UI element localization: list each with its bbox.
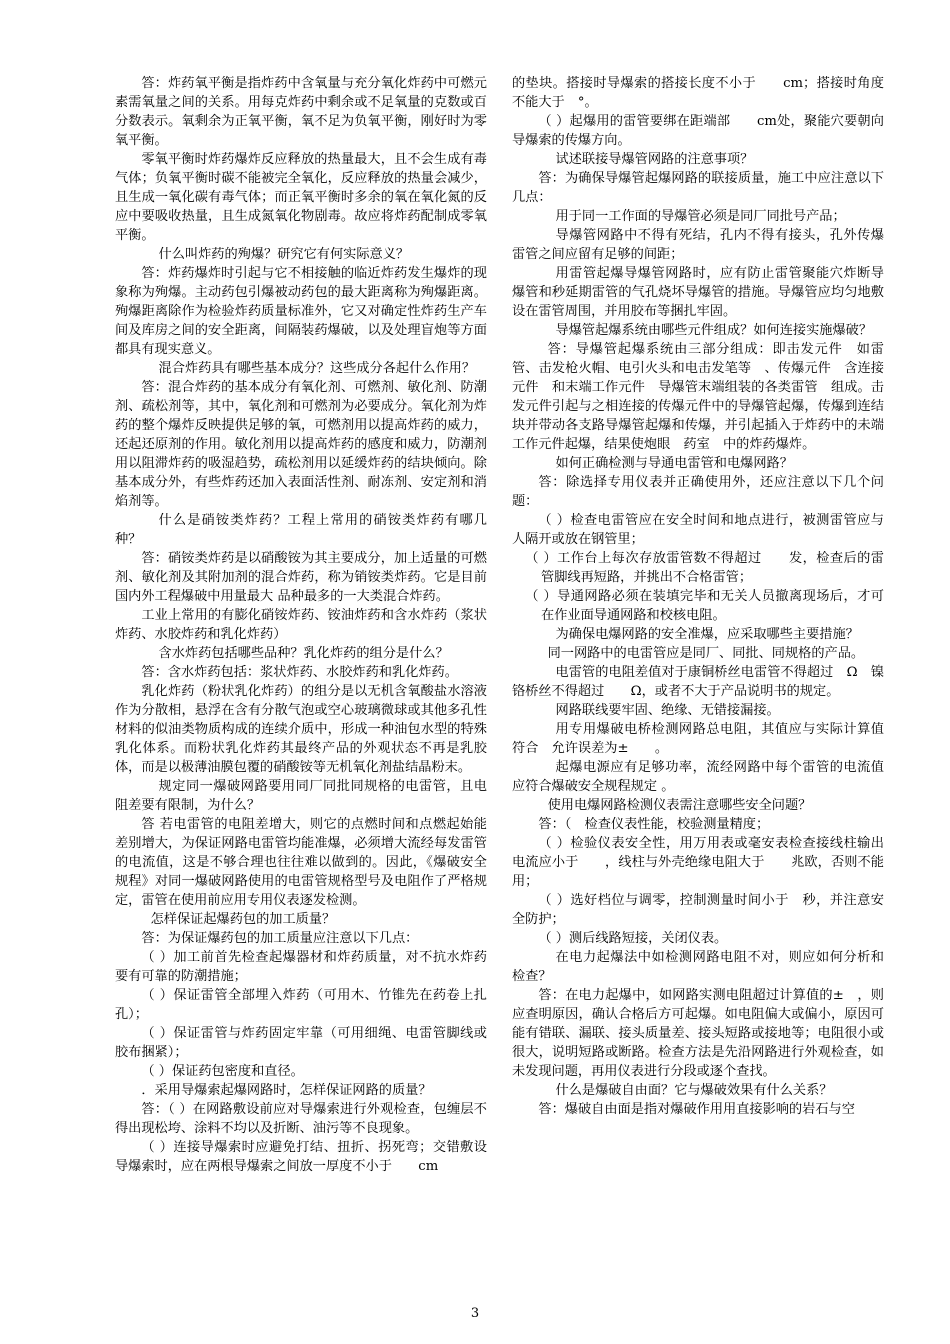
paragraph: （ ）加工前首先检查起爆器材和炸药质量，对不抗水炸药要有可靠的防潮措施； — [115, 950, 487, 984]
paragraph: （ ）保证雷管与炸药固定牢靠（可用细绳、电雷管脚线或胶布捆紧）； — [115, 1026, 487, 1060]
page-number: 3 — [470, 1306, 480, 1321]
paragraph: 工业上常用的有膨化硝铵炸药、铵油炸药和含水炸药（浆状炸药、水胶炸药和乳化炸药） — [115, 608, 487, 642]
paragraph: 导爆管起爆系统由哪些元件组成？如何连接实施爆破？ — [555, 323, 873, 338]
paragraph: （ ）连接导爆索时应避免打结、扭折、拐死弯；交错敷设导爆索时，应在两根导爆索之间放一厚度不小于 cm — [115, 1140, 487, 1174]
paragraph: 起爆电源应有足够功率，流经网路中每个雷管的电流值应符合爆破安全规程规定 。 — [512, 760, 884, 794]
left-column — [115, 74, 487, 1176]
paragraph: 用专用爆破电桥检测网路总电阻，其值应与实际计算值符合 允许误差为± 。 — [512, 722, 884, 756]
paragraph: ．采用导爆索起爆网路时，怎样保证网路的质量？ — [141, 1083, 432, 1098]
paragraph: 什么是硝铵类炸药？工程上常用的硝铵类炸药有哪几种？ — [115, 513, 487, 547]
paragraph: 的垫块。搭接时导爆索的搭接长度不小于 cm；搭接时角度不能大于 °。 — [512, 76, 884, 110]
paragraph: （ ）导通网路必须在装填完毕和无关人员撤离现场后，才可在作业面导通网路和校核电阻。 — [525, 589, 884, 623]
paragraph: 乳化炸药（粉状乳化炸药）的组分是以无机含氧酸盐水溶液作为分散相，悬浮在含有分散气泡或空心玻璃微球或其他多孔性材料的似油类物质构成的连续介质中，形成一种油包水型的特殊乳化体系。而粉状乳化炸药其最终产品的外观状态不再是乳胶体，而是以极薄油膜包覆的硝酸铵等无机氧化剂盐结晶粉末。 — [115, 684, 487, 775]
paragraph: 什么是爆破自由面？它与爆破效果有什么关系？ — [555, 1083, 833, 1098]
paragraph: 答：含水炸药包括：浆状炸药、水胶炸药和乳化炸药。 — [141, 665, 458, 680]
paragraph: （ ）测后线路短接，关闭仪表。 — [538, 931, 728, 946]
right-column — [512, 74, 884, 1119]
paragraph: 如何正确检测与导通电雷管和电爆网路？ — [555, 456, 793, 471]
paragraph: 答：除选择专用仪表并正确使用外，还应注意以下几个问题： — [512, 475, 884, 509]
paragraph: 答：混合炸药的基本成分有氧化剂、可燃剂、敏化剂、防潮剂、疏松剂等，其中，氧化剂和可燃剂为必要成分。氧化剂为炸药的整个爆炸反映提供足够的氧，可燃剂用以提高炸药的威力，还起还原剂的作用。敏化剂用以提高炸药的感度和威力，防潮剂用以阻滞炸药的吸湿趋势，疏松剂用以延缓炸药的结块倾向。除基本成分外，有些炸药还加入表面活性剂、耐冻剂、安定剂和消焰剂等。 — [115, 380, 487, 509]
paragraph: 在电力起爆法中如检测网路电阻不对，则应如何分析和检查？ — [512, 950, 884, 984]
paragraph: 什么叫炸药的殉爆？研究它有何实际意义？ — [158, 247, 410, 262]
paragraph: 用雷管起爆导爆管网路时，应有防止雷管聚能穴炸断导爆管和秒延期雷管的气孔烧坏导爆管的措施。导爆管应均匀地敷设在雷管周围，并用胶布等捆扎牢固。 — [512, 266, 884, 319]
paragraph: （ ）检验仪表安全性，用万用表或毫安表检查接线柱输出电流应小于 ，线柱与外壳绝缘电阻大于 兆欧，否则不能用； — [512, 836, 884, 889]
paragraph: 答：爆破自由面是指对爆破作用用直接影响的岩石与空 — [538, 1102, 855, 1117]
paragraph: 答 若电雷管的电阻差增大，则它的点燃时间和点燃起始能差别增大，为保证网路电雷管均能准爆，必须增大流经每发雷管的电流值，这是不够合理也往往难以做到的。因此，《爆破安全规程》对同一爆破网路使用的电雷管规格型号及电阻作了严格规定，雷管在使用前应用专用仪表逐发检测。 — [115, 817, 487, 908]
paragraph: 为确保电爆网路的安全准爆，应采取哪些主要措施？ — [555, 627, 859, 642]
paragraph: （ ）工作台上每次存放雷管数不得超过 发，检查后的雷管脚线再短路，并挑出不合格雷管； — [525, 551, 884, 585]
paragraph: 含水炸药包括哪些品种？乳化炸药的组分是什么？ — [158, 646, 449, 661]
paragraph: 电雷管的电阻差值对于康铜桥丝电雷管不得超过 Ω 镍铬桥丝不得超过 Ω，或者不大于产品说明书的规定。 — [512, 665, 884, 699]
paragraph: （ ）起爆用的雷管要绑在距端部 cm处，聚能穴要朝向导爆索的传爆方向。 — [512, 114, 884, 148]
paragraph: 答：在电力起爆中，如网路实测电阻超过计算值的± ，则应查明原因，确认合格后方可起爆。如电阻偏大或偏小，原因可能有错联、漏联、接头质量差、接头短路或接地等；电阻很小或很大，说明短路或断路。检查方法是先沿网路进行外观检查，如未发现问题，再用仪表进行分段或逐个查找。 — [512, 988, 884, 1079]
paragraph: 答：为确保导爆管起爆网路的联接质量，施工中应注意以下几点： — [512, 171, 884, 205]
paragraph: （ ）保证药包密度和直径。 — [141, 1064, 304, 1079]
paragraph: 混合炸药具有哪些基本成分？这些成分各起什么作用？ — [158, 361, 476, 376]
paragraph: （ ）选好档位与调零，控制测量时间小于 秒，并注意安全防护； — [512, 893, 884, 927]
paragraph: 用于同一工作面的导爆管必须是同厂同批号产品； — [555, 209, 846, 224]
paragraph: 答：（ ）在网路敷设前应对导爆索进行外观检查，包缠层不得出现松垮、涂料不均以及折断、油污等不良现象。 — [115, 1102, 487, 1136]
paragraph: 答：为保证爆药包的加工质量应注意以下几点： — [141, 931, 419, 946]
paragraph: （ ）检查电雷管应在安全时间和地点进行，被测雷管应与人隔开或放在钢管里； — [512, 513, 884, 547]
paragraph: 答：炸药氧平衡是指炸药中含氧量与充分氧化炸药中可燃元素需氧量之间的关系。用每克炸药中剩余或不足氧量的克数或百分数表示。氧剩余为正氧平衡，氧不足为负氧平衡，刚好时为零氧平衡。 — [115, 76, 487, 148]
paragraph: 规定同一爆破网路要用同厂同批同规格的电雷管，且电阻差要有限制，为什么？ — [115, 779, 487, 813]
paragraph: 使用电爆网路检测仪表需注意哪些安全问题？ — [547, 798, 812, 813]
paragraph: 答：炸药爆炸时引起与它不相接触的临近炸药发生爆炸的现象称为殉爆。主动药包引爆被动药包的最大距离称为殉爆距离。殉爆距离除作为检验炸药质量标准外，它又对确定性炸药生产车间及库房之间的安全距离，间隔装药爆破，以及处理盲炮等方面都具有现实意义。 — [115, 266, 487, 357]
paragraph: 网路联线要牢固、绝缘、无错接漏接。 — [555, 703, 780, 718]
paragraph: （ ）保证雷管全部埋入炸药（可用木、竹锥先在药卷上扎孔）； — [115, 988, 487, 1022]
paragraph: 答：硝铵类炸药是以硝酸铵为其主要成分，加上适量的可燃剂、敏化剂及其附加剂的混合炸药，称为销铵类炸药。它是目前国内外工程爆破中用量最大 品种最多的一大类混合炸药。 — [115, 551, 487, 604]
paragraph: 怎样保证起爆药包的加工质量？ — [150, 912, 336, 927]
paragraph: 答：导爆管起爆系统由三部分组成：即击发元件 如雷管、击发枪火帽、电引火头和电击发笔等 、传爆元件 含连接元件 和末端工作元件 导爆管末端组装的各类雷管 组成。击发元件引起与之相连接的传爆元件中的导爆管起爆，传爆到连结块并带动各支路导爆管起爆和传爆，并引起插入于炸药中的未端工作元件起爆，结果使炮眼 药室 中的炸药爆炸。 — [512, 342, 884, 452]
paragraph: 导爆管网路中不得有死结，孔内不得有接头，孔外传爆雷管之间应留有足够的间距； — [512, 228, 884, 262]
paragraph: 试述联接导爆管网路的注意事项？ — [555, 152, 754, 167]
paragraph: 零氧平衡时炸药爆炸反应释放的热量最大，且不会生成有毒气体；负氧平衡时碳不能被完全氧化，反应释放的热量会减少，且生成一氧化碳有毒气体；而正氧平衡时多余的氧在氧化氮的反应中要吸收热量，且生成氮氧化物剧毒。故应将炸药配制成零氧平衡。 — [115, 152, 487, 243]
paragraph: 答：（ 检查仪表性能，校验测量精度； — [538, 817, 770, 832]
paragraph: 同一网路中的电雷管应是同厂、同批、同规格的产品。 — [547, 646, 865, 661]
